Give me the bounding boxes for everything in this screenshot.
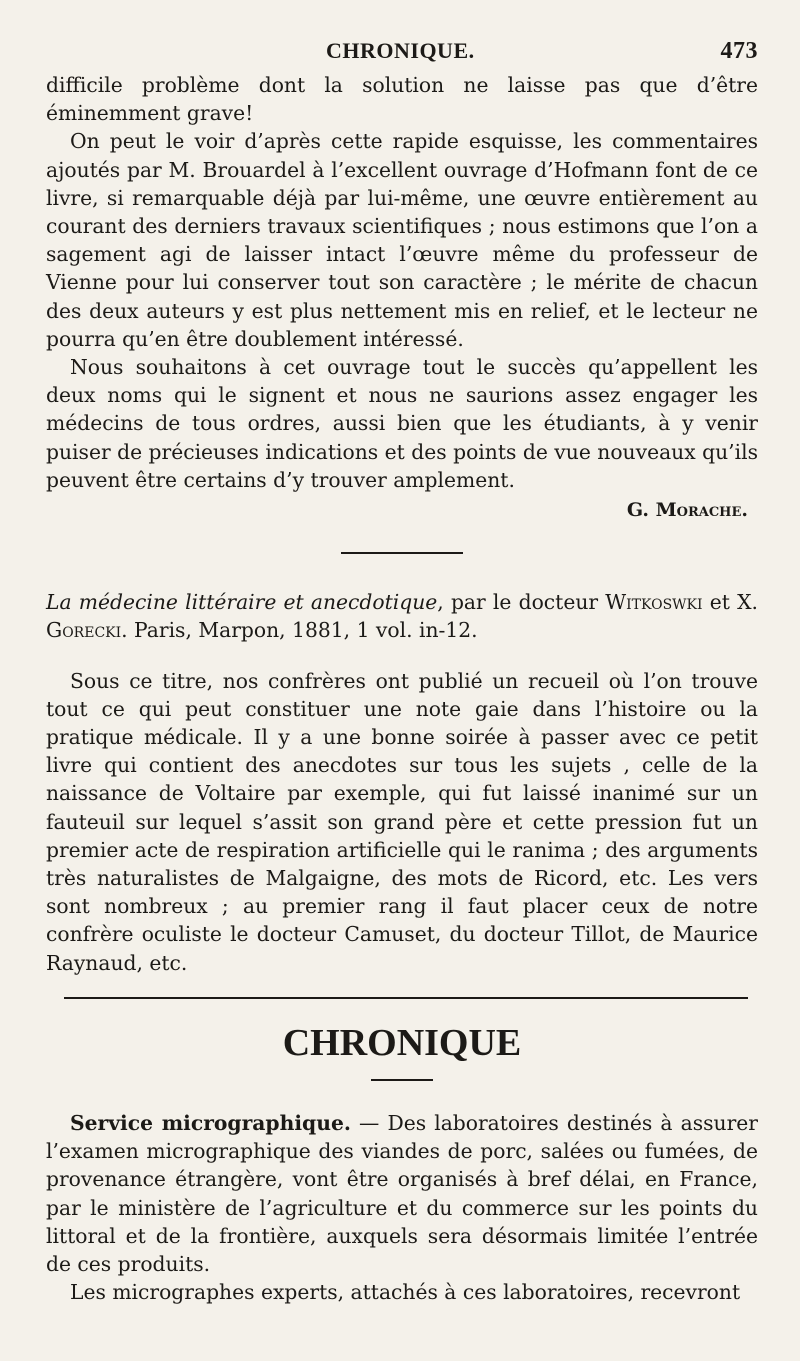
paragraph-micrographes: Les micrographes experts, attachés à ces laboratoires, recevront <box>70 1280 741 1305</box>
review-citation <box>46 588 758 644</box>
heading-underline <box>371 1079 433 1081</box>
section-heading: CHRONIQUE <box>282 1021 522 1064</box>
page-header <box>46 38 758 65</box>
paragraph-recommendation: Nous souhaitons à cet ouvrage tout le succès qu’appellent les deux noms qui le signent et nous ne saurions assez engager les médecins de tous ordres, aussi bien que les étudiants, à y venir puiser de précieuses indications et des points de vue nouveaux qu’ils peuvent être certains d’y trouver amplement. <box>46 355 758 492</box>
paragraph-service <box>46 1109 758 1278</box>
signature <box>46 496 748 524</box>
signature-name: Morache. <box>655 499 748 522</box>
citation-by: , par le docteur <box>437 590 606 615</box>
review-body: Sous ce titre, nos confrères ont publié un recueil où l’on trouve tout ce qui peut constituer une note gaie dans l’histoire ou la pratique médicale. Il y a une bonne soirée à passer avec ce petit livre qui contient des anecdotes sur tous les sujets , celle de la naissance de Voltaire par exemple, qui fut laissé inanimé sur un fauteuil sur lequel s’assit son grand père et cette pression fut un premier acte de respiration artificielle qui le ranima ; des arguments très naturalistes de Malgaigne, des mots de Ricord, etc. Les vers sont nombreux ; au premier rang il faut placer ceux de notre confrère oculiste le docteur Camuset, du docteur Tillot, de Maurice Raynaud, etc. <box>46 668 758 975</box>
paragraph-continuation: difficile problème dont la solution ne laisse pas que d’être éminemment grave! <box>46 73 758 126</box>
author-2: Gorecki <box>46 618 122 643</box>
paragraph-commentary: On peut le voir d’après cette rapide esquisse, les commentaires ajoutés par M. Brouardel à l’excellent ouvrage d’Hofmann font de ce livre, si remarquable déjà par lui-même, une œuvre entièrement au courant des derniers travaux scientifiques ; nous estimons que l’on a sagement agi de laisser intact l’œuvre même du professeur de Vienne pour lui conserver tout son caractère ; le mérite de chacun des deux auteurs y est plus nettement mis en relief, et le lecteur ne pourra qu’en être doublement intéressé. <box>46 129 758 351</box>
citation-and: et X. <box>702 590 758 615</box>
running-title: CHRONIQUE. <box>326 38 475 63</box>
section-rule <box>64 997 748 999</box>
document-page <box>46 38 758 1306</box>
service-text: — Des laboratoires destinés à assurer l’examen micrographique des viandes de porc, salées ou fumées, de provenance étrangère, vont être organisés à bref délai, en France, par le ministère de l’agriculture et du commerce sur les points du littoral et de la frontière, auxquels sera désormais limitée l’entrée de ces produits. <box>46 1110 758 1276</box>
page-number: 473 <box>720 38 758 64</box>
citation-details: . Paris, Marpon, 1881, 1 vol. in-12. <box>121 618 478 643</box>
section-divider <box>341 552 463 554</box>
book-title: La médecine littéraire et anecdotique <box>46 590 438 615</box>
signature-initial: G. <box>626 499 656 522</box>
author-1: Witkoswki <box>605 590 703 615</box>
service-lead: Service micrographique. <box>70 1110 351 1135</box>
